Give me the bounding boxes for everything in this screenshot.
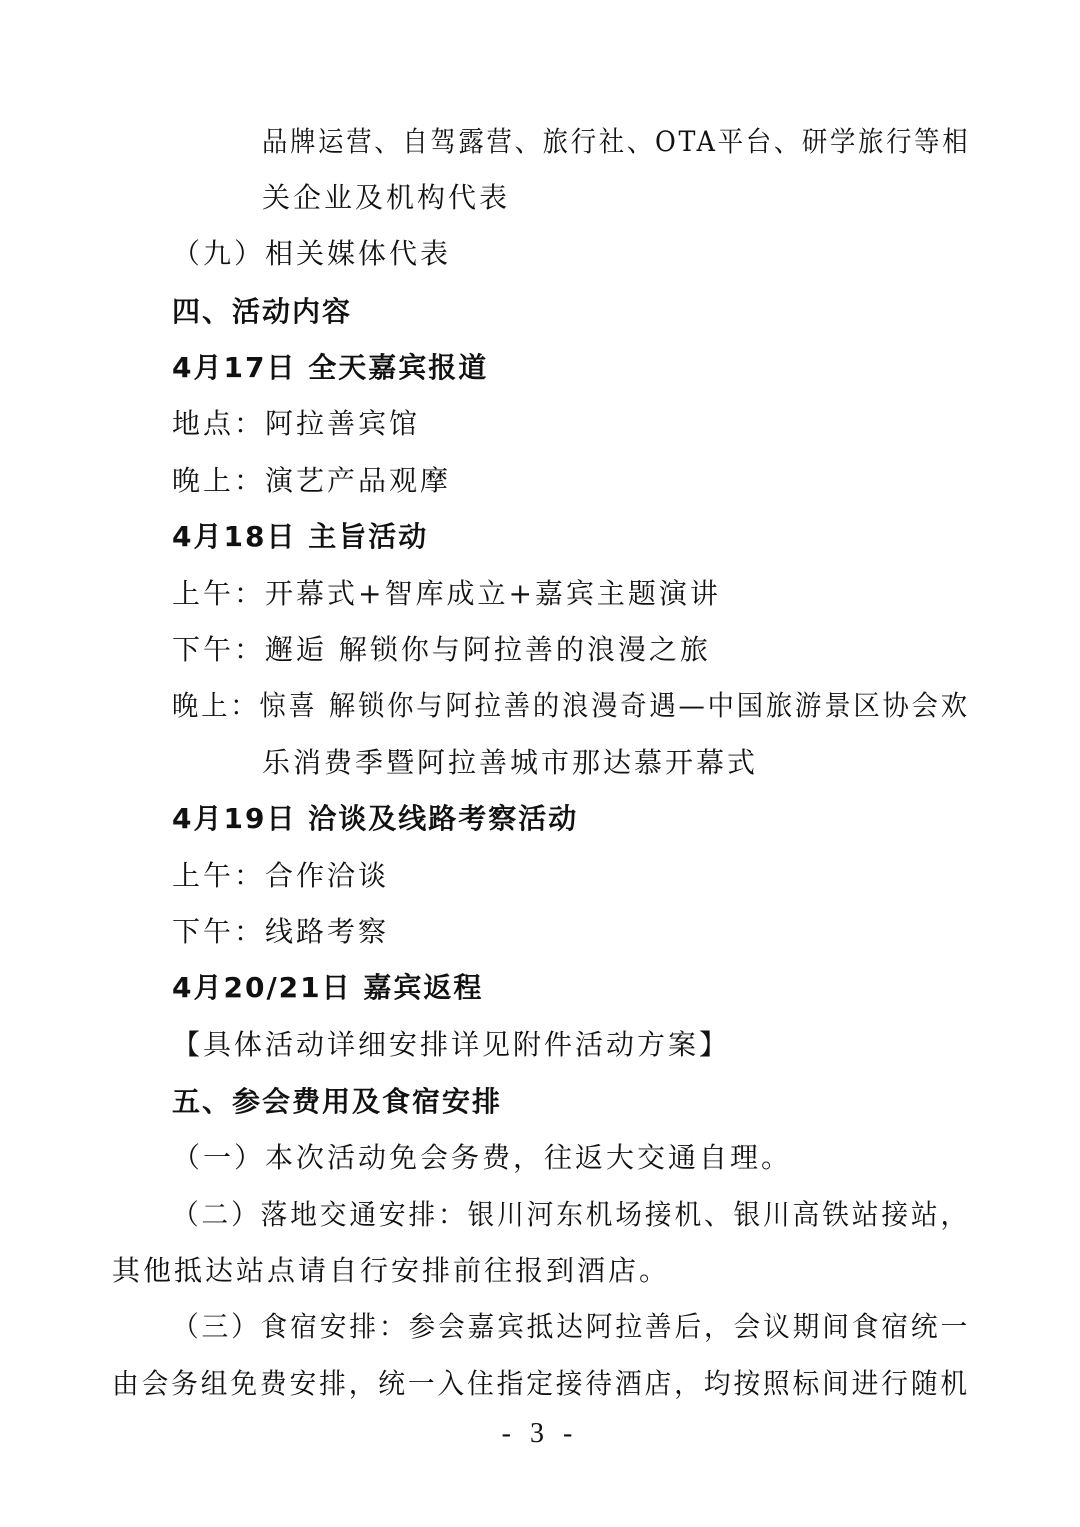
- page-number: - 3 -: [501, 1418, 579, 1449]
- text-line: （二）落地交通安排：银川河东机场接机、银川高铁站接站，: [172, 1198, 971, 1231]
- text-line: 关企业及机构代表: [262, 181, 511, 214]
- text-line: 品牌运营、自驾露营、旅行社、OTA平台、研学旅行等相: [262, 125, 971, 158]
- text-line: （九）相关媒体代表: [172, 237, 452, 270]
- text-line: 【具体活动详细安排详见附件活动方案】: [172, 1028, 731, 1061]
- text-line: 地点：阿拉善宾馆: [172, 407, 421, 440]
- section-heading: 四、活动内容: [172, 295, 353, 328]
- schedule-date-heading: 4月20/21日 嘉宾返程: [172, 971, 484, 1004]
- text-line: 乐消费季暨阿拉善城市那达慕开幕式: [262, 746, 759, 779]
- text-line: 晚上：惊喜 解锁你与阿拉善的浪漫奇遇—中国旅游景区协会欢: [172, 689, 970, 722]
- schedule-date-heading: 4月18日 主旨活动: [172, 520, 429, 553]
- text-line: 晚上：演艺产品观摩: [172, 464, 452, 497]
- text-line: （三）食宿安排：参会嘉宾抵达阿拉善后，会议期间食宿统一: [172, 1310, 971, 1343]
- text-line: 下午：邂逅 解锁你与阿拉善的浪漫之旅: [172, 633, 711, 666]
- schedule-date-heading: 4月19日 洽谈及线路考察活动: [172, 802, 579, 835]
- text-line: 上午：开幕式+智库成立+嘉宾主题演讲: [172, 577, 721, 610]
- text-line: 由会务组免费安排，统一入住指定接待酒店，均按照标间进行随机: [112, 1367, 971, 1400]
- text-line: 下午：线路考察: [172, 915, 390, 948]
- text-line: 其他抵达站点请自行安排前往报到酒店。: [112, 1254, 671, 1287]
- text-line: （一）本次活动免会务费，往返大交通自理。: [172, 1141, 793, 1174]
- section-heading: 五、参会费用及食宿安排: [172, 1085, 503, 1118]
- text-line: 上午：合作洽谈: [172, 859, 390, 892]
- schedule-date-heading: 4月17日 全天嘉宾报道: [172, 351, 489, 384]
